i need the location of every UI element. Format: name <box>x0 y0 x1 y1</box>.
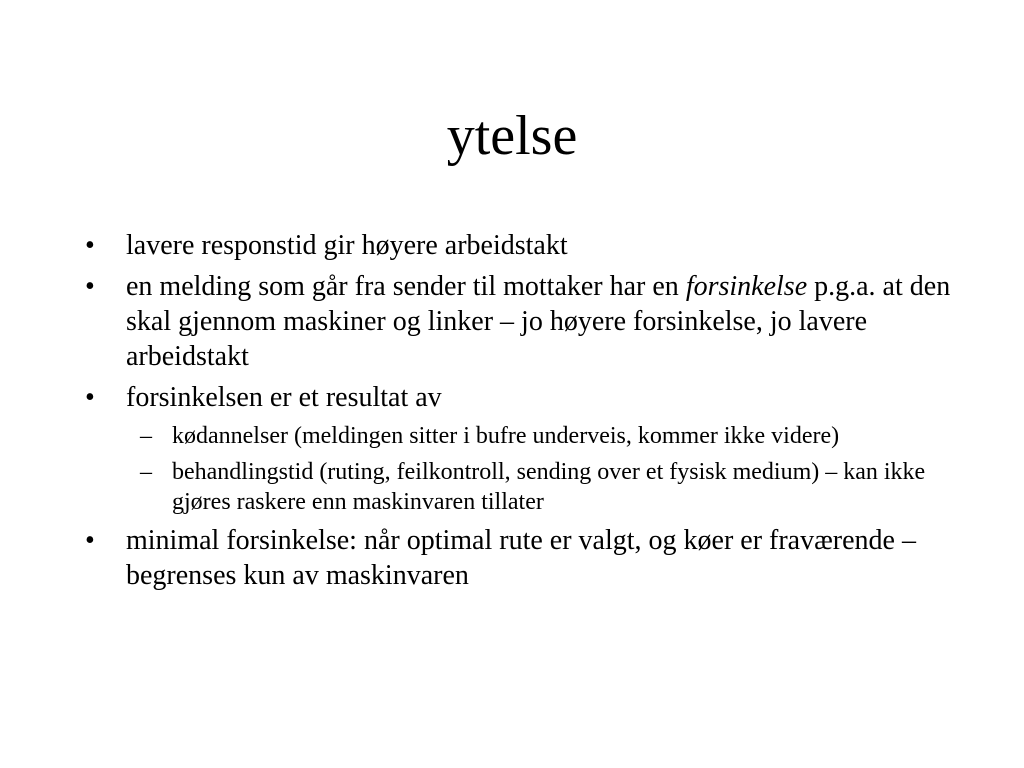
bullet-text-part: en melding som går fra sender til mottaker har en <box>126 271 686 302</box>
bullet-marker: • <box>85 271 95 302</box>
bullet-text-part: p.g.a. at den skal gjennom maskiner og linker – jo høyere forsinkelse, jo lavere arbeidstakt <box>126 271 951 372</box>
sub-bullet-text: kødannelser (meldingen sitter i bufre underveis, kommer ikke videre) <box>172 423 840 449</box>
bullet-marker: • <box>85 525 95 556</box>
sub-bullet-text: behandlingstid (ruting, feilkontroll, sending over et fysisk medium) – kan ikke gjøres raskere enn maskinvaren tillater <box>172 459 926 515</box>
bullet-item <box>85 523 955 593</box>
bullet-text: lavere responstid gir høyere arbeidstakt <box>126 230 568 261</box>
sub-bullet-marker: – <box>140 423 152 449</box>
bullet-text: forsinkelsen er et resultat av <box>126 382 442 413</box>
bullet-text-emphasis: forsinkelse <box>685 271 808 302</box>
bullet-text: minimal forsinkelse: når optimal rute er valgt, og køer er fraværende – begrenses kun av maskinvaren <box>126 525 916 591</box>
slide-title: ytelse <box>446 105 578 167</box>
sub-bullet-item <box>85 457 955 517</box>
bullet-item <box>85 380 955 415</box>
bullet-item <box>85 228 955 263</box>
bullet-item <box>85 269 955 374</box>
bullet-marker: • <box>85 230 95 261</box>
slide-body <box>85 228 955 599</box>
sub-bullet-marker: – <box>140 459 152 485</box>
sub-bullet-item <box>85 421 955 451</box>
bullet-marker: • <box>85 382 95 413</box>
